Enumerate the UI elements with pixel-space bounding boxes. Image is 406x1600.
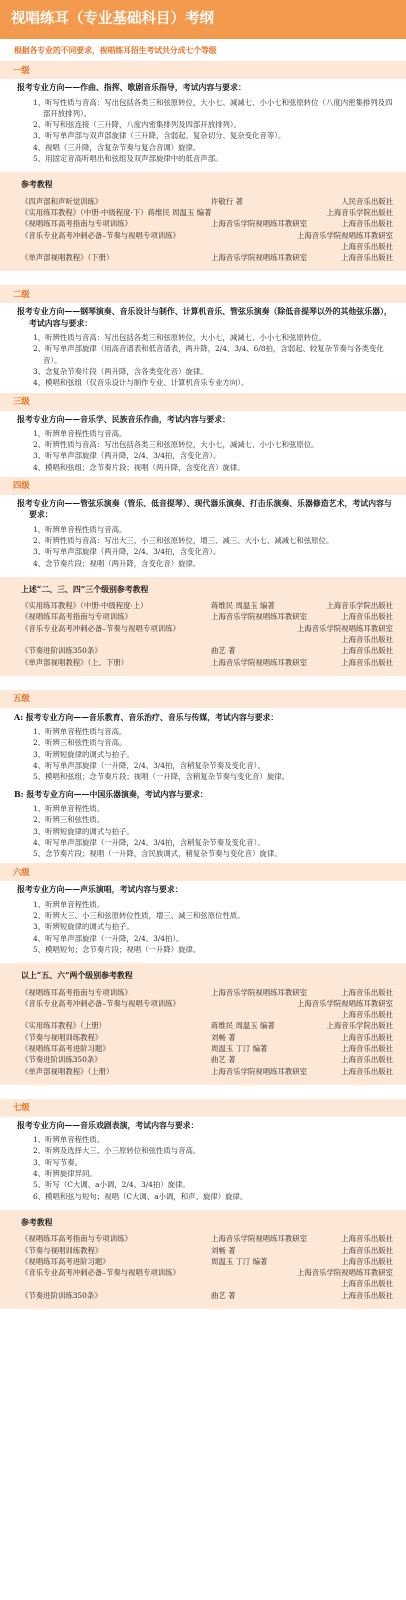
list-item: 6、模唱和弦与短句；视唱（C大调、a小调，和声、旋律）旋律。: [33, 1191, 248, 1201]
reference-publisher: 上海音乐学院出版社: [326, 1021, 393, 1031]
reference-book: 《视唱练耳高考进阶习题》: [21, 1256, 110, 1266]
reference-title: 参考教程: [21, 180, 53, 190]
intro-text: 根据各专业的不同要求，视唱练耳招生考试共分成七个等级: [14, 46, 217, 55]
list-item: 3、听写单声部旋律（两升降，2/4、3/4拍，含变化音）。: [33, 451, 221, 461]
reference-author: 蒋维民 周温玉 编著: [211, 601, 275, 611]
reference-publisher: 上海音乐出版社: [341, 1044, 393, 1053]
reference-author: 上海音乐学院视唱练耳教研室: [211, 987, 308, 997]
list-item: 2、听写单声部旋律（用高音谱表和低音谱表，两升降，2/4、3/4、6/8拍，含弱起、较复杂节奏与各类变化音）。: [33, 344, 384, 365]
reference-book: 《音乐专业高考冲刺必备–节奏与视唱专项训练》: [21, 623, 180, 633]
reference-publisher: 上海音乐出版社: [341, 1256, 393, 1266]
reference-title: 以上“五、六”两个级别参考教程: [21, 971, 133, 981]
reference-author: 蒋维民 周温玉 编著: [211, 1021, 275, 1031]
list-item: 1、听辨单音程性质与音高。: [33, 524, 127, 534]
reference-author: 曲艺 著: [211, 1290, 236, 1300]
reference-book: 《节奏进阶训练350条》: [21, 1290, 102, 1300]
reference-author: 曲艺 著: [211, 646, 236, 656]
list-item: 4、视唱（三升降，含复杂节奏与复合音调）旋律。: [33, 142, 201, 152]
level-1-band: [0, 61, 406, 79]
reference-row: [13, 207, 393, 218]
level-4-list: [0, 523, 406, 571]
level-5-band: [0, 690, 406, 708]
level-5a-list: [0, 725, 406, 784]
reference-publisher: 上海音乐出版社: [341, 1055, 393, 1065]
list-item: 1、听辨单音程性质。: [33, 899, 105, 909]
level-4-direction: 报考专业方向——管弦乐演奏（管乐、低音提琴）、现代器乐演奏、打击乐演奏、乐器修造艺术，考试内容与要求：: [17, 499, 392, 520]
title-bar: [0, 0, 406, 39]
reference-row: [13, 600, 393, 611]
reference-book: 《音乐专业高考冲刺必备–节奏与视唱专项训练》: [21, 1268, 180, 1278]
levels-5-6-references: [0, 963, 406, 1085]
reference-book: 《节奏进阶训练350条》: [21, 646, 102, 656]
reference-author: 上海音乐学院视唱练耳教研室: [296, 230, 393, 240]
reference-book: 《音乐专业高考冲刺必备–节奏与视唱专项训练》: [21, 230, 180, 240]
reference-book: 《视唱练耳高考进阶习题》: [21, 1044, 110, 1053]
list-item: 1、听辨单音程性质与音高。: [33, 727, 127, 737]
reference-book: 《节奏与视唱训练教程》: [21, 1245, 103, 1255]
reference-book: 《实用练耳教程》（上册）: [21, 1021, 106, 1031]
reference-row: [13, 1290, 393, 1301]
reference-row: [13, 657, 393, 668]
reference-book: 《节奏进阶训练350条》: [21, 1055, 102, 1065]
level-6-label: 六级: [13, 866, 30, 877]
reference-row: [13, 1020, 393, 1031]
list-item: 1、听辨单音程性质与音高。: [33, 428, 127, 438]
list-item: 4、念节奏片段；视唱（两升降，含变化音）旋律。: [33, 558, 201, 568]
list-item: 2、听写和弦连接（三升降，八度内密集排列及四部开放排列）。: [33, 120, 241, 130]
reference-publisher: 上海音乐学院出版社: [326, 207, 393, 217]
reference-row: [13, 1256, 393, 1267]
reference-row: [13, 645, 393, 656]
reference-publisher: 上海音乐出版社: [341, 1290, 393, 1300]
reference-book: 《视唱练耳高考指南与专项训练》: [21, 219, 132, 229]
list-item: 5、念节奏片段；视唱（一升降，含民族调式，稍复杂节奏与变化音）旋律。: [33, 849, 282, 859]
reference-author: 许敬行 著: [211, 196, 243, 206]
reference-publisher: 上海音乐学院出版社: [326, 601, 393, 611]
list-item: 5、模唱短句；念节奏片段；视唱（一升降）旋律。: [33, 944, 201, 954]
level-5b-list: [0, 802, 406, 861]
level-1-direction: 报考专业方向——作曲、指挥、歌剧音乐指导，考试内容与要求：: [17, 83, 246, 93]
list-item: 3、听写单声部旋律（两升降，2/4、3/4拍，含变化音）。: [33, 547, 221, 557]
reference-publisher: 上海音乐出版社: [341, 634, 393, 644]
list-item: 1、听辨单音程性质。: [33, 1135, 105, 1145]
reference-book: 《实用练耳教程》（中册·中级程度·上）: [21, 601, 148, 611]
list-item: 4、模唱和弦组；念节奏片段；视唱（两升降，含变化音）旋律。: [33, 462, 245, 472]
level-6-list: [0, 898, 406, 957]
level-5-label: 五级: [13, 693, 30, 704]
list-item: 4、听写单声部旋律（一升降，2/4、3/4拍，含稍复杂节奏及变化音）。: [33, 837, 265, 847]
reference-row: [13, 623, 393, 634]
level-3-direction: 报考专业方向——音乐学、民族音乐作曲，考试内容与要求：: [17, 414, 231, 424]
reference-author: 上海音乐学院视唱练耳教研室: [211, 657, 308, 667]
reference-publisher: 上海音乐出版社: [341, 657, 393, 667]
reference-book: 《四声部和声听觉训练》: [21, 196, 103, 206]
list-item: 2、听辨三和弦性质。: [33, 815, 105, 825]
reference-author: 上海音乐学院视唱练耳教研室: [211, 612, 308, 622]
level-5a-direction: A: 报考专业方向——音乐教育、音乐治疗、音乐与传媒，考试内容与要求：: [14, 712, 279, 722]
level-2-band: [0, 285, 406, 303]
reference-row: [13, 611, 393, 622]
reference-publisher: 上海音乐出版社: [341, 1066, 393, 1076]
list-item: 3、听辨短旋律的调式与拍子。: [33, 922, 134, 932]
reference-author: 上海音乐学院视唱练耳教研室: [211, 253, 308, 263]
list-item: 5、模唱和弦组；念节奏片段；视唱（一升降，含稍复杂节奏与变化音）旋律。: [33, 772, 289, 782]
reference-publisher: 上海音乐出版社: [341, 1279, 393, 1289]
reference-title: 上述“二、三、四”三个级别参考教程: [21, 584, 149, 594]
reference-book: 《视唱练耳高考指南与专项训练》: [21, 612, 132, 622]
reference-book: 《视唱练耳高考指南与专项训练》: [21, 1234, 132, 1244]
reference-book: 《音乐专业高考冲刺必备–节奏与视唱专项训练》: [21, 998, 180, 1008]
level-2-label: 二级: [13, 288, 30, 299]
list-item: 4、听写单声部旋律（一升降，2/4、3/4拍，含稍复杂节奏及变化音）。: [33, 761, 265, 771]
level-7-direction: 报考专业方向——音乐戏剧表演，考试内容与要求：: [17, 1120, 199, 1130]
list-item: 2、听辨性质与音高：写出大三、小三和弦原转位，增三、减三、大小七、减减七和弦原位。: [33, 535, 334, 545]
list-item: 4、听写单声部旋律（一升降，2/4、3/4拍）。: [33, 933, 184, 943]
reference-publisher: 上海音乐出版社: [341, 1245, 393, 1255]
levels-2-4-references: [0, 577, 406, 676]
list-item: 5、用固定音高听唱出和弦组及双声部旋律中的低音声部。: [33, 154, 223, 164]
reference-book: 《单声部视唱教程》（上册）: [21, 1066, 114, 1076]
level-3-band: [0, 393, 406, 411]
reference-row: [13, 1032, 393, 1043]
reference-author: 刘畅 著: [211, 1245, 236, 1255]
reference-title: 参考教程: [21, 1217, 53, 1227]
list-item: 3、听辨短旋律的调式与拍子。: [33, 826, 134, 836]
reference-publisher: 上海音乐出版社: [341, 987, 393, 997]
reference-row: [13, 987, 393, 998]
reference-row: [13, 230, 393, 241]
reference-publisher: 上海音乐出版社: [341, 612, 393, 622]
reference-publisher: 人民音乐出版社: [341, 196, 393, 206]
reference-author: 上海音乐学院视唱练耳教研室: [211, 1066, 308, 1076]
level-7-band: [0, 1099, 406, 1117]
level-2-list: [0, 331, 406, 390]
reference-publisher: 上海音乐出版社: [341, 1234, 393, 1244]
reference-author: 上海音乐学院视唱练耳教研室: [296, 623, 393, 633]
list-item: 2、听辨及选择大三、小三原转位和弦性质与音高。: [33, 1146, 201, 1156]
level-6-direction: 报考专业方向——声乐演唱，考试内容与要求：: [17, 885, 183, 895]
list-item: 2、听辨性质与音高：写出包括各类三和弦原转位，大小七，减减七、小小七和弦原位。: [33, 440, 319, 450]
list-item: 5、听写（C大调、a小调，2/4、3/4拍）旋律。: [33, 1180, 190, 1190]
level-5b-direction: B: 报考专业方向——中国乐器演奏，考试内容与要求：: [14, 789, 208, 799]
reference-row: [13, 1043, 393, 1054]
reference-row: [13, 1245, 393, 1256]
reference-author: 刘畅 著: [211, 1032, 236, 1042]
reference-book: 《单声部视唱教程》（上、下册）: [21, 657, 129, 667]
list-item: 3、念复杂节奏片段（两升降，含各类变化音）旋律。: [33, 366, 208, 376]
reference-author: 上海音乐学院视唱练耳教研室: [211, 219, 308, 229]
list-item: 3、听写节奏。: [33, 1157, 83, 1167]
reference-row: [13, 1267, 393, 1278]
list-item: 1、听辨性质与音高：写出包括各类三和弦原转位，大小七，减减七、小小七和弦原转位。: [33, 333, 326, 343]
reference-author: 周温玉 丁汀 编著: [211, 1044, 268, 1053]
reference-row: [13, 1233, 393, 1244]
list-item: 3、听辨短旋律的调式与拍子。: [33, 749, 134, 759]
reference-publisher: 上海音乐出版社: [341, 1032, 393, 1042]
page-title: 视唱练耳（专业基础科目）考纲: [11, 10, 214, 27]
reference-book: 《单声部视唱教程》（下册）: [21, 253, 114, 263]
reference-row: [13, 218, 393, 229]
reference-author: 上海音乐学院视唱练耳教研室: [296, 1268, 393, 1278]
level-7-list: [0, 1133, 406, 1204]
reference-row: [13, 196, 393, 207]
reference-row: [13, 252, 393, 263]
reference-row: [13, 998, 393, 1009]
level-7-label: 七级: [13, 1102, 30, 1113]
list-item: 1、听写性质与音高：写出包括各类三和弦原转位，大小七、减减七、小小七和弦原转位（八度内密集排列及四部开放排列）。: [33, 97, 393, 118]
list-item: 2、听辨三和弦性质与音高。: [33, 738, 127, 748]
list-item: 4、听辨旋律异同。: [33, 1169, 97, 1179]
reference-author: 周温玉 丁汀 编著: [211, 1256, 268, 1266]
reference-author: 曲艺 著: [211, 1055, 236, 1065]
level-4-label: 四级: [13, 480, 30, 491]
level-3-list: [0, 427, 406, 475]
reference-book: 《视唱练耳高考指南与专项训练》: [21, 987, 132, 997]
level-7-references: [0, 1210, 406, 1309]
reference-publisher: 上海音乐出版社: [341, 646, 393, 656]
level-3-label: 三级: [13, 395, 30, 406]
list-item: 2、听辨大三、小三和弦原转位性质，增三、减三和弦原位性质。: [33, 911, 245, 921]
list-item: 4、模唱和弦组（仅音乐设计与制作专业、计算机音乐专业方向）。: [33, 378, 249, 388]
level-2-direction: 报考专业方向——钢琴演奏、音乐设计与制作、计算机音乐、管弦乐演奏（除低音提琴以外的其他弦乐器），考试内容与要求：: [17, 307, 392, 328]
level-1-list: [0, 96, 406, 167]
reference-row: [13, 1054, 393, 1065]
reference-book: 《节奏与视唱训练教程》: [21, 1032, 103, 1042]
level-6-band: [0, 863, 406, 881]
reference-publisher: 上海音乐出版社: [341, 253, 393, 263]
reference-publisher: 上海音乐出版社: [341, 219, 393, 229]
list-item: 3、听写单声部与双声部旋律（三升降，含弱起、复杂切分、复杂变化音等）。: [33, 131, 286, 141]
reference-author: 上海音乐学院视唱练耳教研室: [296, 998, 393, 1008]
reference-author: 上海音乐学院视唱练耳教研室: [211, 1234, 308, 1244]
level-4-band: [0, 477, 406, 495]
reference-book: 《实用练耳教程》（中册·中级程度·下）蒋维民 周温玉 编著: [21, 207, 212, 217]
list-item: 1、听辨单音程性质。: [33, 803, 105, 813]
reference-publisher: 上海音乐出版社: [341, 241, 393, 251]
level-1-references: [0, 172, 406, 271]
reference-publisher: 上海音乐出版社: [341, 1010, 393, 1020]
level-1-label: 一级: [13, 64, 30, 75]
reference-row: [13, 1066, 393, 1077]
